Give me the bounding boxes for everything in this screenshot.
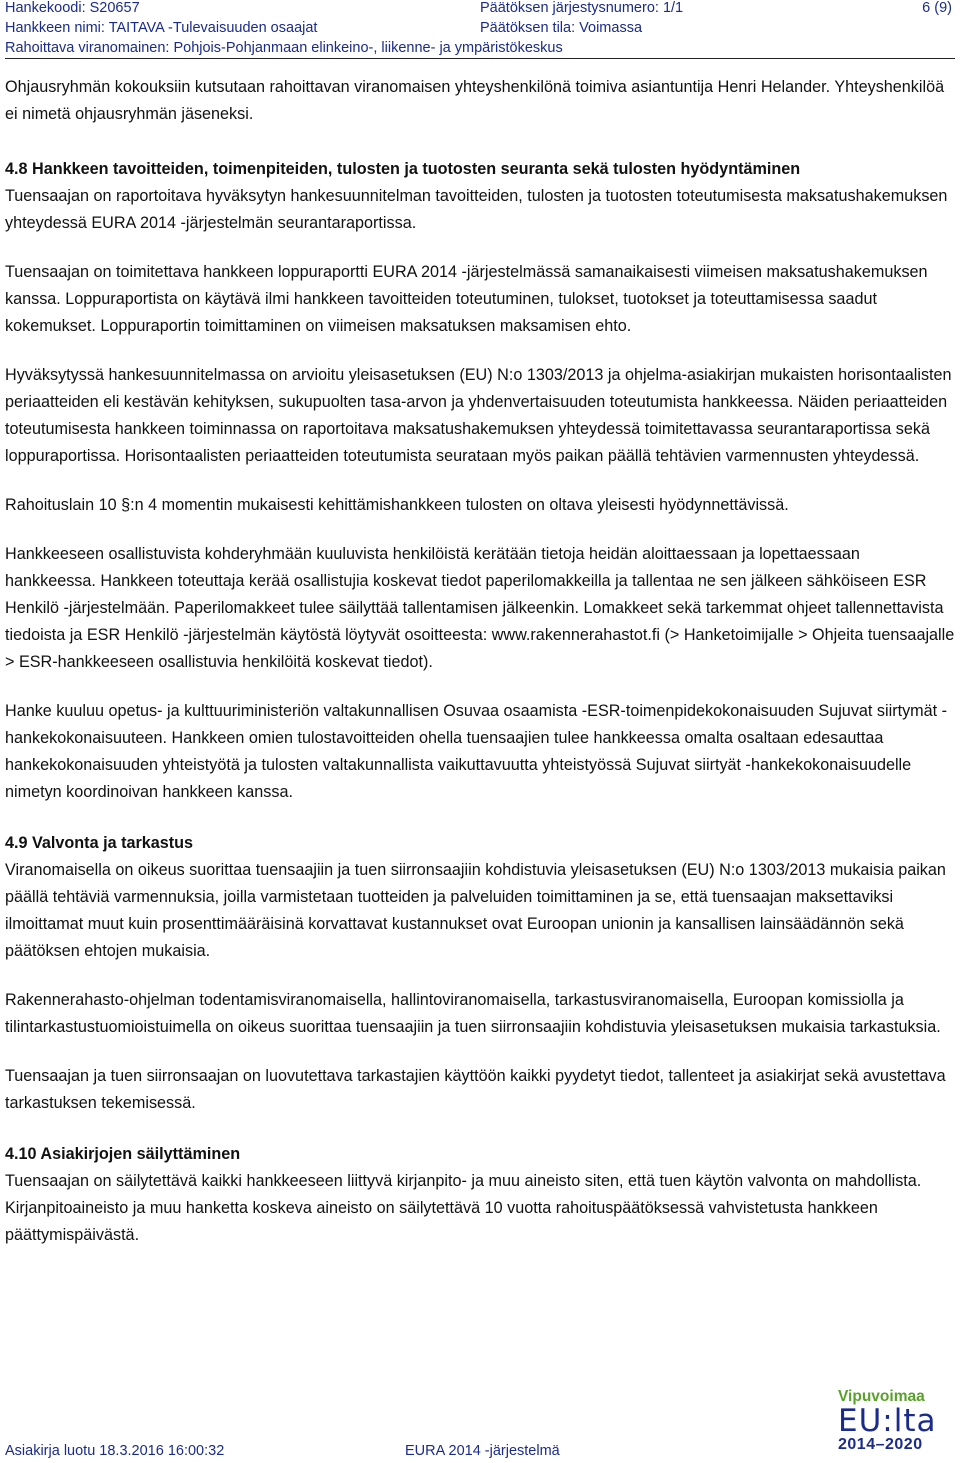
paragraph-document-retention: Tuensaajan on säilytettävä kaikki hankkeeseen liittyvä kirjanpito- ja muu aineisto siten, että tuen käytön valvonta on mahdollista. Kirjanpitoaineisto ja muu hanketta koskeva aineisto on säilytettävä 10 vuotta rahoituspäätöksessä vahvistetusta hankkeen päättymispäivästä.: [5, 1172, 922, 1244]
decision-status: Päätöksen tila: Voimassa: [480, 20, 643, 36]
vipuvoimaa-eu-logo: [838, 1388, 950, 1460]
paragraph-audit-rights: Rakennerahasto-ohjelman todentamisviranomaisella, hallintoviranomaisella, tarkastusviranomaisella, Euroopan komissiolla ja tilintarkastustuomioistuimella on oikeus suorittaa tuensaajiin ja tuen siirronsaajiin kohdistuvia yleisasetuksen mukaisia tarkastuksia.: [5, 991, 941, 1036]
paragraph-final-report: Tuensaajan on toimitettava hankkeen loppuraportti EURA 2014 -järjestelmässä samanaikaisesti viimeisen maksatushakemuksen kanssa. Loppuraportista on käytävä ilmi hankkeen tavoitteiden toteutuminen, tulokset, tuotokset ja toteuttamisessa saadut kokemukset. Loppuraportin toimittaminen on viimeisen maksatuksen maksamisen ehto.: [5, 263, 928, 335]
section-heading-4-9: 4.9 Valvonta ja tarkastus: [5, 834, 194, 852]
project-name: Hankkeen nimi: TAITAVA -Tulevaisuuden osaajat: [5, 20, 318, 36]
section-heading-4-8: 4.8 Hankkeen tavoitteiden, toimenpiteiden, tulosten ja tuotosten seuranta sekä tulosten hyödyntäminen: [5, 160, 801, 178]
paragraph-horizontal-principles: Hyväksytyssä hankesuunnitelmassa on arvioitu yleisasetuksen (EU) N:o 1303/2013 ja ohjelma-asiakirjan mukaisten horisontaalisten periaatteiden eli kestävän kehityksen, sukupuolten tasa-arvon ja yhdenvertaisuuden toteutumista hankkeessa. Näiden periaatteiden toteutumisesta hankkeen toiminnassa on raportoitava maksatushakemuksen yhteydessä toimitettavassa seurantaraportissa sekä loppuraportissa. Horisontaalisten periaatteiden toteutumista seurataan myös paikan päällä tehtävien varmennusten yhteydessä.: [5, 366, 952, 465]
header-divider: [5, 58, 955, 59]
document-created-timestamp: Asiakirja luotu 18.3.2016 16:00:32: [5, 1443, 225, 1459]
project-code: Hankekoodi: S20657: [5, 0, 140, 16]
logo-tagline: Vipuvoimaa: [838, 1388, 925, 1405]
page-number: 6 (9): [922, 0, 952, 16]
logo-eu-text: EU:lta: [838, 1403, 937, 1439]
paragraph-authority-verification: Viranomaisella on oikeus suorittaa tuensaajiin ja tuen siirronsaajiin kohdistuvia yleisasetuksen (EU) N:o 1303/2013 mukaisia paikan päällä tehtäviä varmennuksia, joilla varmistetaan tuotteiden ja palveluiden toimittaminen ja se, että tuensaajan maksettaviksi ilmoittamat muut kuin prosenttimääräisinä korvattavat kustannukset ovat Euroopan unionin ja kansallisen lainsäädännön sekä päätöksen ehtojen mukaisia.: [5, 861, 946, 960]
logo-years: 2014–2020: [838, 1436, 923, 1453]
system-name: EURA 2014 -järjestelmä: [405, 1443, 560, 1459]
section-heading-4-10: 4.10 Asiakirjojen säilyttäminen: [5, 1145, 241, 1163]
paragraph-results-usable: Rahoituslain 10 §:n 4 momentin mukaisesti kehittämishankkeen tulosten on oltava yleisesti hyödynnettävissä.: [5, 496, 789, 514]
decision-order-number: Päätöksen järjestysnumero: 1/1: [480, 0, 684, 16]
document-body: [5, 74, 955, 1249]
paragraph-program-membership: Hanke kuuluu opetus- ja kulttuuriministeriön valtakunnallisen Osuvaa osaamista -ESR-toimenpidekokonaisuuden Sujuvat siirtymät -hankekokonaisuuteen. Hankkeen omien tulostavoitteiden ohella tuensaajien tulee hankkeessa omalta osaltaan edesauttaa hankekokonaisuuden yhteistyötä ja tulosten valtakunnallista vaikuttavuutta yhteistyössä Sujuvat siirtyät -hankekokonaisuudelle nimetyn koordinoivan hankkeen kanssa.: [5, 702, 948, 801]
funding-authority: Rahoittava viranomainen: Pohjois-Pohjanmaan elinkeino-, liikenne- ja ympäristökeskus: [5, 40, 563, 56]
paragraph-reporting: Tuensaajan on raportoitava hyväksytyn hankesuunnitelman tavoitteiden, tulosten ja tuotosten toteutumisesta maksatushakemuksen yhteydessä EURA 2014 -järjestelmän seurantaraportissa.: [5, 187, 948, 232]
paragraph-participant-data: Hankkeeseen osallistuvista kohderyhmään kuuluvista henkilöistä kerätään tietoja heidän aloittaessaan ja lopettaessaan hankkeessa. Hankkeen toteuttaja kerää osallistujia koskevat tiedot paperilomakkeilla ja tallentaa ne sen jälkeen sähköiseen ESR Henkilö -järjestelmään. Paperilomakkeet tulee säilyttää tallentamisen jälkeenkin. Lomakkeet sekä tarkemmat ohjeet tallennettavista tiedoista ja ESR Henkilö -järjestelmän käytöstä löytyvät osoitteesta: www.rakennerahastot.fi (> Hanketoimijalle > Ohjeita tuensaajalle > ESR-hankkeeseen osallistuvia henkilöitä koskevat tiedot).: [5, 545, 955, 671]
paragraph-steering-group: Ohjausryhmän kokouksiin kutsutaan rahoittavan viranomaisen yhteyshenkilönä toimiva asiantuntija Henri Helander. Yhteyshenkilöä ei nimetä ohjausryhmän jäseneksi.: [5, 78, 945, 123]
paragraph-audit-cooperation: Tuensaajan ja tuen siirronsaajan on luovutettava tarkastajien käyttöön kaikki pyydetyt tiedot, tallenteet ja asiakirjat sekä avustettava tarkastuksen tekemisessä.: [5, 1067, 946, 1112]
